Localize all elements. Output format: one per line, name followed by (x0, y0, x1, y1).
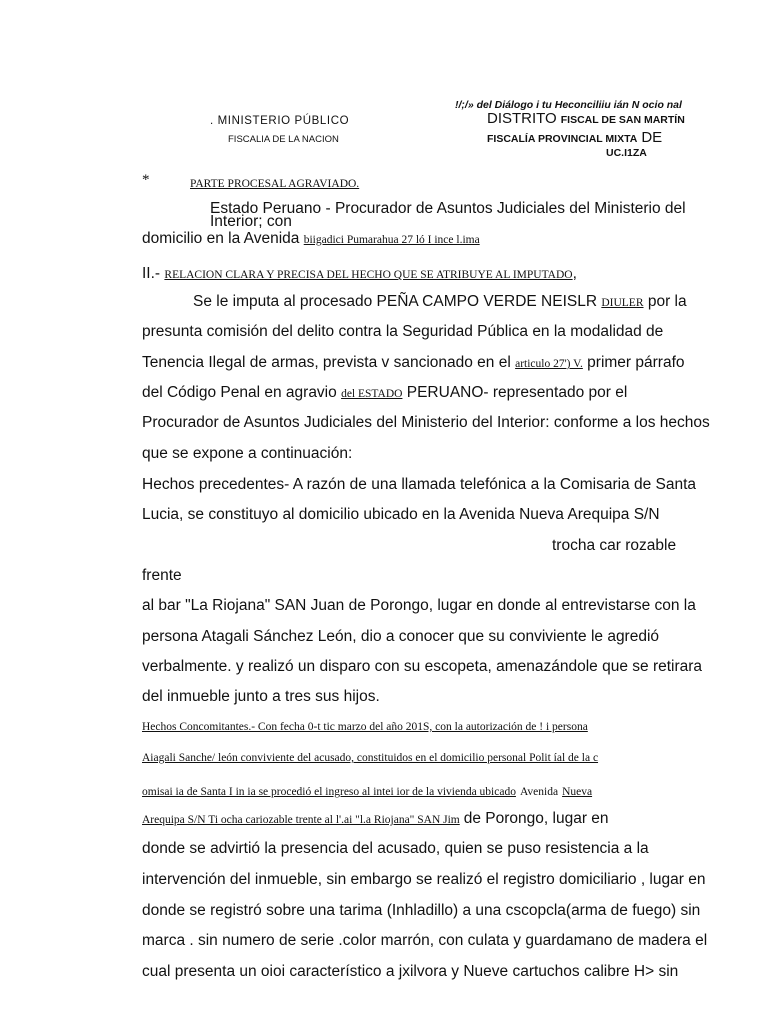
hp-line-2: Lucia, se constituyo al domicilio ubicado en la Avenida Nueva Arequipa S/N (142, 506, 660, 523)
p1-l3-b: articulo 27') V. (515, 358, 583, 370)
p1-l3-a: Tenencia Ilegal de armas, prevista v sancionado en el (142, 354, 511, 371)
hc-line-3 (142, 782, 592, 800)
hc-line-6: intervención del inmueble, sin embargo se realizó el registro domiciliario , lugar en (142, 871, 706, 888)
relacion-suffix: , (572, 265, 577, 282)
fiscalia-nacion: FISCALIA DE LA NACION (228, 134, 339, 145)
p1-l4-c: PERUANO- representado por el (406, 384, 628, 401)
p1-line-1 (193, 293, 687, 311)
relacion-title: RELACION CLARA Y PRECISA DEL HECHO QUE SE ATRIBUYE AL IMPUTADO (164, 269, 573, 281)
hp-line-5: al bar "La Riojana" SAN Juan de Porongo, lugar en donde al entrevistarse con la (142, 597, 696, 614)
hp-line-6: persona Atagali Sánchez León, dio a conocer que su conviviente le agredió (142, 628, 660, 645)
parte-procesal-title: PARTE PROCESAL AGRAVIADO. (190, 178, 360, 190)
p1-line-3 (142, 354, 685, 372)
motto: !/;/» del Diálogo i tu Heconciliiu ián N ocio nal (455, 99, 682, 111)
hc-line-2: Aiagali Sanche/ león conviviente del acusado, constituidos en el domicilio personal Polit íal de la c (142, 752, 599, 764)
hc-l4-b: de Porongo, lugar en (463, 810, 609, 827)
fiscalia-provincial: FISCALÍA PROVINCIAL MIXTA (487, 133, 638, 145)
p1-l1-b: DIULER (601, 297, 644, 309)
domicilio-prefix: domicilio en la Avenida (142, 230, 300, 247)
estado-line-2: Interior; con (210, 213, 292, 230)
distrito-line (487, 110, 685, 128)
bullet: * (142, 172, 150, 188)
p1-l4-b: del ESTADO (341, 388, 403, 400)
estado-line-3 (142, 230, 480, 248)
hc-line-8: marca . sin numero de serie .color marrón, con culata y guardamano de madera el (142, 932, 708, 949)
hc-l3-a: omisai ia de Santa I in ia se procedió el ingreso al intei ior de la vivienda ubicado (142, 786, 516, 798)
relacion-prefix: II.- (142, 265, 161, 282)
fiscalia-provincial-line (487, 129, 662, 147)
hc-line-7: donde se registró sobre una tarima (Inhladillo) a una cscopcla(arma de fuego) sin (142, 902, 701, 919)
hc-line-9: cual presenta un oioi característico a jxilvora y Nueve cartuchos calibre H> sin (142, 963, 679, 980)
p1-l4-a: del Código Penal en agravio (142, 384, 337, 401)
p1-line-6: que se expone a continuación: (142, 445, 353, 462)
hc-line-4 (142, 810, 609, 828)
hc-l4-a: Arequipa S/N Ti ocha cariozable trente al l'.ai "l.a Riojana" SAN Jim (142, 814, 460, 826)
p1-l1-a: Se le imputa al procesado PEÑA CAMPO VERDE NEISLR (193, 293, 598, 310)
hp-line-1: Hechos precedentes- A razón de una llamada telefónica a la Comisaria de Santa (142, 476, 697, 493)
estado-line-1: Estado Peruano - Procurador de Asuntos Judiciales del Ministerio del (210, 200, 686, 217)
hp-line-4: frente (142, 567, 182, 584)
p1-line-2: presunta comisión del delito contra la Seguridad Pública en la modalidad de (142, 323, 664, 340)
de-word: DE (641, 129, 663, 146)
domicilio-address: biigadici Pumarahua 27 ló I ince l.ima (303, 234, 480, 246)
hc-line-5: donde se advirtió la presencia del acusado, quien se puso resistencia a la (142, 840, 649, 857)
p1-line-5: Procurador de Asuntos Judiciales del Ministerio del Interior: conforme a los hechos (142, 414, 710, 431)
distrito: DISTRITO (487, 110, 557, 127)
hc-line-1: Hechos Concomitantes.- Con fecha 0-t tic marzo del año 201S, con la autorización de ! i persona (142, 721, 588, 733)
p1-l1-c: por la (647, 293, 687, 310)
hc-l3-b: Avenida (519, 786, 559, 798)
p1-l3-c: primer párrafo (587, 354, 685, 371)
relacion-heading (142, 265, 577, 283)
p1-line-4 (142, 384, 627, 402)
hc-l3-c: Nueva (562, 786, 593, 798)
hp-line-3: trocha car rozable (552, 537, 677, 554)
hp-line-8: del inmueble junto a tres sus hijos. (142, 688, 380, 705)
ucayali: UC.I1ZA (606, 147, 647, 159)
hp-line-7: verbalmente. y realizó un disparo con su escopeta, amenazándole que se retirara (142, 658, 703, 675)
fiscal-san-martin: FISCAL DE SAN MARTÍN (560, 114, 685, 126)
ministerio-heading: . MINISTERIO PÚBLICO (210, 115, 350, 127)
